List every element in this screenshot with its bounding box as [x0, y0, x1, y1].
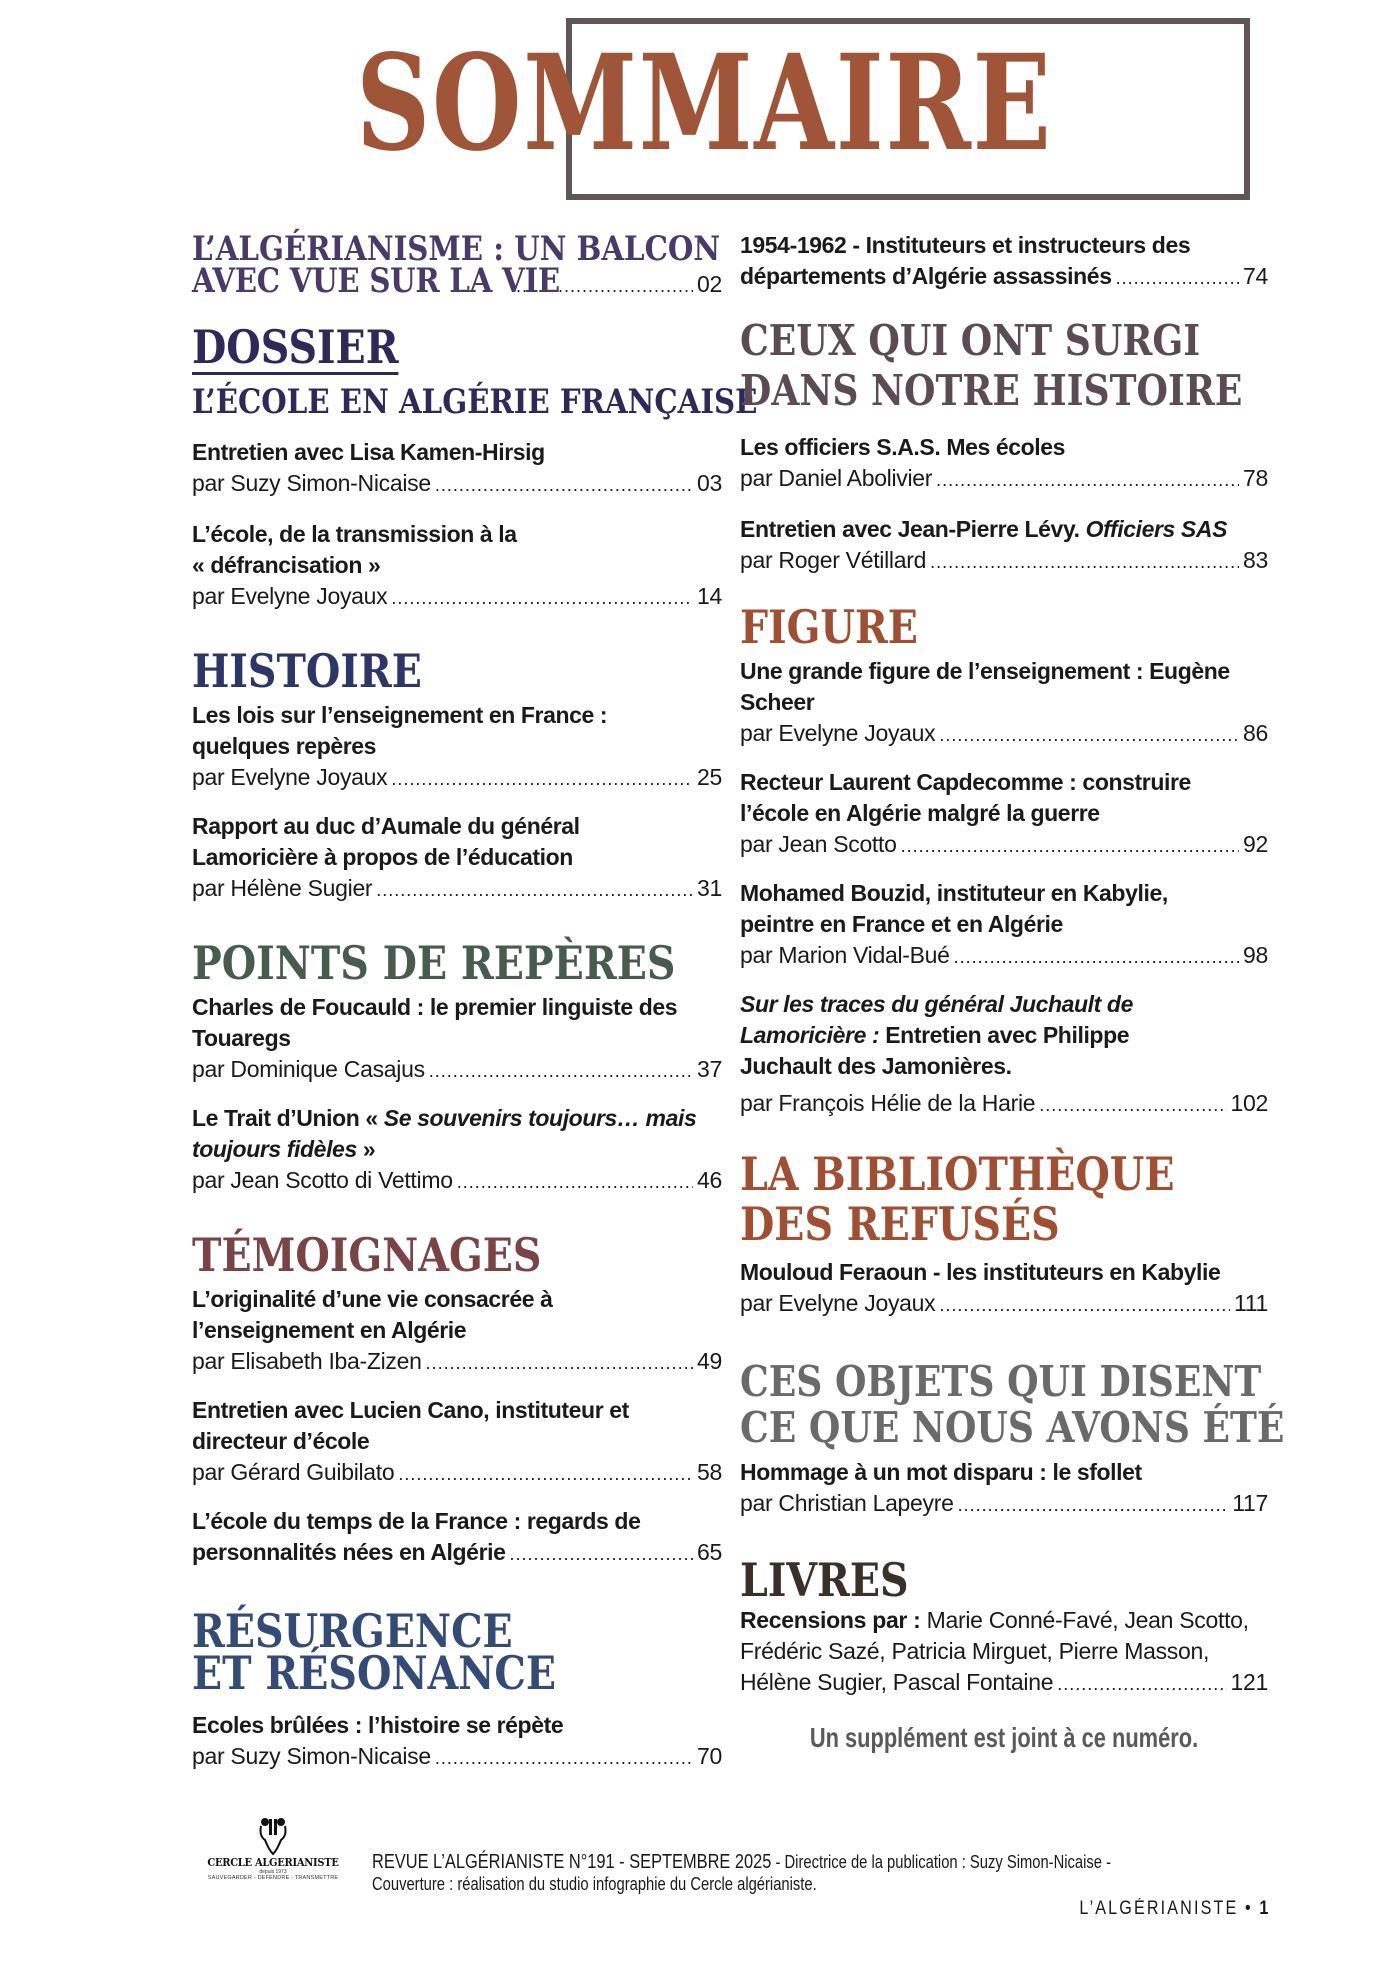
- entry-title: [192, 1103, 722, 1134]
- entry-title: Mohamed Bouzid, instituteur en Kabylie,: [740, 880, 1168, 906]
- toc-entry[interactable]: [192, 1284, 722, 1379]
- page-number: 49: [697, 1348, 722, 1374]
- page-number: 25: [697, 764, 722, 790]
- entry-title: Mouloud Feraoun - les instituteurs en Kabylie: [740, 1259, 1221, 1285]
- section-heading: DES REFUSÉS: [740, 1197, 1060, 1251]
- entry-title: Juchault des Jamonières.: [740, 1053, 1012, 1079]
- page-number: 03: [697, 470, 722, 496]
- entry-title: l’enseignement en Algérie: [192, 1317, 467, 1343]
- toc-entry[interactable]: [740, 767, 1268, 862]
- section-heading: TÉMOIGNAGES: [192, 1228, 542, 1282]
- toc-entry[interactable]: [192, 519, 722, 614]
- toc-entry[interactable]: [192, 1395, 722, 1490]
- section-livres: [740, 1553, 1268, 1700]
- revue-issue: REVUE L’ALGÉRIANISTE N°191 - SEPTEMBRE 2025: [372, 1851, 772, 1873]
- section-resurgence: [192, 1604, 722, 1774]
- logo-since: depuis 1973: [259, 1869, 287, 1875]
- dot-leader: [426, 1348, 693, 1379]
- toc-entry[interactable]: [192, 992, 722, 1087]
- entry-author: par Marion Vidal-Bué: [740, 942, 950, 968]
- section-heading: CEUX QUI ONT SURGI: [740, 316, 1201, 365]
- dot-leader: [398, 1459, 693, 1490]
- toc-entry[interactable]: [740, 1257, 1268, 1321]
- dot-leader: [901, 831, 1239, 862]
- toc-entry[interactable]: [192, 437, 722, 501]
- hamsa-icon: [253, 1816, 293, 1856]
- section-heading: RÉSURGENCE: [192, 1604, 513, 1658]
- dot-leader: [457, 1167, 693, 1198]
- entry-title: Hommage à un mot disparu : le sfollet: [740, 1459, 1142, 1485]
- toc-entry[interactable]: [740, 230, 1268, 294]
- dot-leader: [1116, 263, 1239, 294]
- page-title: SOMMAIRE: [356, 26, 1053, 181]
- page-number: 83: [1243, 547, 1268, 573]
- toc-entry[interactable]: [740, 656, 1268, 751]
- entry-author: par Suzy Simon-Nicaise: [192, 470, 431, 496]
- entry-title: Ecoles brûlées : l’histoire se répète: [192, 1712, 564, 1738]
- section-objets: [740, 1357, 1285, 1521]
- dot-leader: [939, 1290, 1230, 1321]
- toc-entry[interactable]: [192, 1103, 722, 1198]
- entry-author: par Hélène Sugier: [192, 875, 373, 901]
- section-heading: AVEC VUE SUR LA VIE: [192, 261, 560, 301]
- dot-leader: [435, 1743, 693, 1774]
- dot-leader: [1057, 1669, 1226, 1700]
- section-heading: HISTOIRE: [192, 644, 422, 698]
- right-column: [740, 230, 1285, 1754]
- toc-entry[interactable]: [740, 514, 1268, 578]
- section-histoire: [192, 644, 722, 906]
- section-bibliotheque: [740, 1149, 1268, 1321]
- section-heading: L’ALGÉRIANISME : UN BALCON: [192, 229, 721, 269]
- toc-entry[interactable]: [740, 1605, 1268, 1700]
- entry-title: [740, 1020, 1268, 1051]
- page-number: 98: [1243, 942, 1268, 968]
- entry-title: L’école, de la transmission à la: [192, 521, 517, 547]
- entry-title: Recteur Laurent Capdecomme : construire: [740, 769, 1191, 795]
- dot-leader: [510, 1539, 694, 1570]
- entry-author: par Roger Vétillard: [740, 547, 927, 573]
- section-heading: ET RÉSONANCE: [192, 1646, 557, 1700]
- entry-author: par Christian Lapeyre: [740, 1490, 954, 1516]
- entry-title: « défrancisation »: [192, 552, 381, 578]
- publication-credits: [372, 1851, 1192, 1895]
- entry-title: l’école en Algérie malgré la guerre: [740, 800, 1100, 826]
- page-number: 111: [1233, 1290, 1268, 1316]
- section-dossier: [192, 320, 758, 614]
- toc-entry[interactable]: [740, 1457, 1268, 1521]
- toc-entry[interactable]: [740, 989, 1268, 1121]
- dot-leader: [936, 465, 1239, 496]
- page-number: 74: [1243, 263, 1268, 289]
- entry-title: [740, 514, 1268, 545]
- entry-author: par Evelyne Joyaux: [192, 764, 388, 790]
- entry-title-italic: toujours fidèles: [192, 1136, 357, 1162]
- entry-title-italic: Officiers SAS: [1085, 516, 1228, 542]
- section-algerianisme: [192, 230, 722, 302]
- dot-leader: [435, 470, 693, 501]
- entry-title: L’école du temps de la France : regards de: [192, 1508, 641, 1534]
- section-heading: DOSSIER: [192, 320, 399, 374]
- entry-author: par Daniel Abolivier: [740, 465, 933, 491]
- entry-title: quelques repères: [192, 733, 377, 759]
- section-heading: DANS NOTRE HISTOIRE: [740, 366, 1243, 415]
- section-subheading: L’ÉCOLE EN ALGÉRIE FRANÇAISE: [192, 382, 758, 422]
- entry-author: par Gérard Guibilato: [192, 1459, 395, 1485]
- entry-title: Une grande figure de l’enseignement : Eugène: [740, 658, 1230, 684]
- folio-number: 1: [1259, 1898, 1268, 1919]
- page-number: 58: [697, 1459, 722, 1485]
- section-heading: LIVRES: [740, 1553, 909, 1607]
- entry-author: par Evelyne Joyaux: [740, 720, 936, 746]
- page-number: 102: [1230, 1090, 1268, 1116]
- page-number: 121: [1230, 1669, 1268, 1695]
- page-number: 37: [697, 1056, 722, 1082]
- entry-title: Charles de Foucauld : le premier linguiste des: [192, 994, 678, 1020]
- section-heading: POINTS DE REPÈRES: [192, 936, 676, 990]
- toc-entry[interactable]: [740, 432, 1268, 496]
- entry-title: 1954-1962 - Instituteurs et instructeurs des: [740, 232, 1191, 258]
- section-heading: CES OBJETS QUI DISENT: [740, 1357, 1262, 1406]
- dot-leader: [954, 942, 1239, 973]
- section-heading: LA BIBLIOTHÈQUE: [740, 1147, 1175, 1201]
- dot-leader: [1039, 1090, 1226, 1121]
- page-number: 92: [1243, 831, 1268, 857]
- toc-entry[interactable]: [192, 700, 722, 795]
- page-number: 70: [697, 1743, 722, 1769]
- page-number: 117: [1232, 1490, 1268, 1516]
- entry-title: Lamoricière à propos de l’éducation: [192, 844, 573, 870]
- entry-title-text: Entretien avec Philippe: [879, 1022, 1130, 1048]
- dot-leader: [958, 1490, 1229, 1521]
- entry-title: L’originalité d’une vie consacrée à: [192, 1286, 553, 1312]
- entry-author: par Dominique Casajus: [192, 1056, 425, 1082]
- toc-entry[interactable]: [192, 811, 722, 906]
- left-column: [192, 229, 758, 1774]
- section-figure: [740, 600, 1268, 1121]
- entry-title: Les officiers S.A.S. Mes écoles: [740, 434, 1066, 460]
- recensions-label: Recensions par :: [740, 1607, 921, 1633]
- reviewers: Frédéric Sazé, Patricia Mirguet, Pierre Masson,: [740, 1638, 1210, 1664]
- supplement-note: Un supplément est joint à ce numéro.: [809, 1722, 1199, 1753]
- reviewers: Hélène Sugier, Pascal Fontaine: [740, 1669, 1054, 1695]
- dot-leader: [930, 547, 1239, 578]
- entry-title: départements d’Algérie assassinés: [740, 263, 1112, 289]
- entry-title: personnalités nées en Algérie: [192, 1539, 506, 1565]
- entry-author: par François Hélie de la Harie: [740, 1090, 1036, 1116]
- toc-entry[interactable]: [192, 1710, 722, 1774]
- entry-title: directeur d’école: [192, 1428, 370, 1454]
- entry-title: Scheer: [740, 689, 815, 715]
- credits-cover: Couverture : réalisation du studio infographie du Cercle algérianiste.: [372, 1874, 817, 1894]
- section-points-de-reperes: [192, 936, 722, 1198]
- dot-leader: [376, 875, 693, 906]
- dot-leader: [391, 764, 693, 795]
- dot-leader: [939, 720, 1239, 751]
- entry-title: Touaregs: [192, 1025, 291, 1051]
- section-temoignages: [192, 1228, 722, 1570]
- entry-author: par Evelyne Joyaux: [192, 583, 388, 609]
- folio-label: L’ALGÉRIANISTE •: [1079, 1898, 1260, 1919]
- section-ceux-qui-ont-surgi: [740, 316, 1268, 578]
- entry-title: Entretien avec Lisa Kamen-Hirsig: [192, 439, 545, 465]
- cercle-algerianiste-logo: [200, 1816, 346, 1881]
- entry-title: [740, 989, 1268, 1020]
- entry-title-italic: Lamoricière :: [740, 1022, 880, 1048]
- page-number: 31: [697, 875, 722, 901]
- section-heading: CE QUE NOUS AVONS ÉTÉ: [740, 1403, 1285, 1452]
- entry-author: par Evelyne Joyaux: [740, 1290, 936, 1316]
- entry-title-text: »: [356, 1136, 376, 1162]
- page-number: 78: [1243, 465, 1268, 491]
- entry-author: par Suzy Simon-Nicaise: [192, 1743, 431, 1769]
- toc-entry[interactable]: [740, 878, 1268, 973]
- reviewers: Marie Conné-Favé, Jean Scotto,: [920, 1607, 1249, 1633]
- page-number[interactable]: 02: [697, 271, 722, 297]
- entry-title: peintre en France et en Algérie: [740, 911, 1063, 937]
- entry-title-italic: Se souvenirs toujours… mais: [383, 1105, 697, 1131]
- logo-name: CERCLE ALGERIANISTE: [207, 1856, 339, 1869]
- page-number: 14: [697, 583, 722, 609]
- folio: [1079, 1898, 1268, 1920]
- entry-title-text: Le Trait d’Union «: [192, 1105, 384, 1131]
- entry-title: Entretien avec Lucien Cano, instituteur et: [192, 1397, 629, 1423]
- credits-director: - Directrice de la publication : Suzy Simon-Nicaise -: [771, 1852, 1112, 1872]
- entry-title-text: Entretien avec Jean-Pierre Lévy.: [740, 516, 1086, 542]
- entry-title-italic: Sur les traces du général Juchault de: [740, 991, 1133, 1017]
- section-heading: FIGURE: [740, 600, 918, 654]
- page-number: 46: [697, 1167, 722, 1193]
- dot-leader: [429, 1056, 693, 1087]
- entry-title: [192, 1134, 722, 1165]
- entry-title: Rapport au duc d’Aumale du général: [192, 813, 580, 839]
- entry-author: par Jean Scotto di Vettimo: [192, 1167, 453, 1193]
- entry-title: Les lois sur l’enseignement en France :: [192, 702, 608, 728]
- entry-author: par Jean Scotto: [740, 831, 897, 857]
- dot-leader: [391, 583, 693, 614]
- entry-author: par Elisabeth Iba-Zizen: [192, 1348, 422, 1374]
- logo-motto: SAUVEGARDER - DEFENDRE - TRANSMETTRE: [207, 1875, 339, 1881]
- page-number: 86: [1243, 720, 1268, 746]
- toc-entry[interactable]: [192, 1506, 722, 1570]
- page-number: 65: [697, 1539, 722, 1565]
